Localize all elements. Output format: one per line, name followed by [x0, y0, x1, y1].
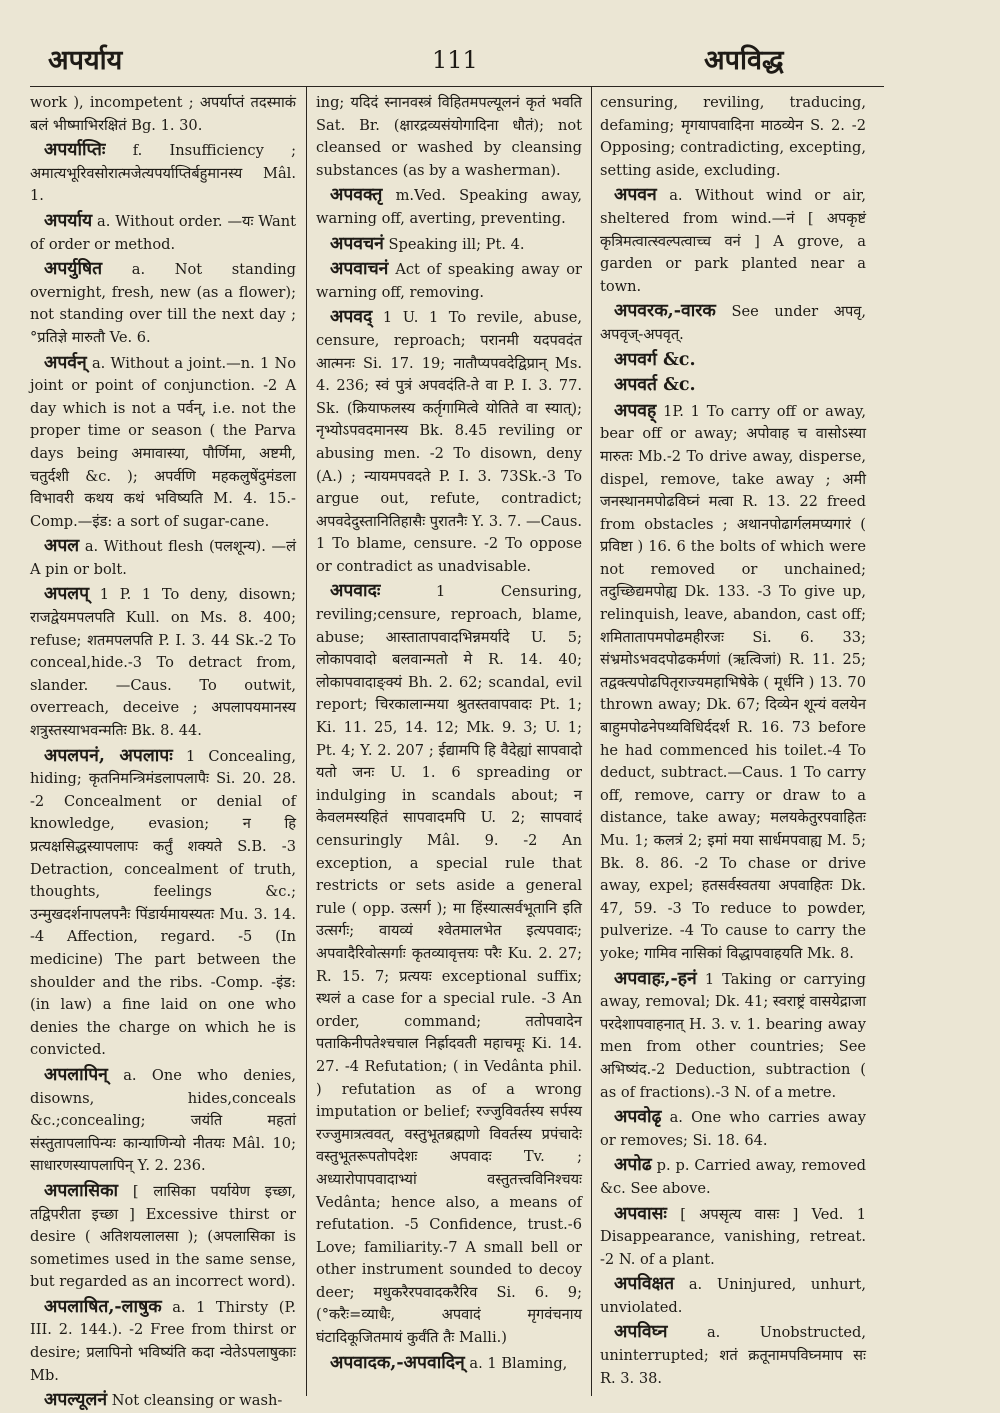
entry-headword: अपवादः	[330, 581, 381, 602]
dictionary-entry	[316, 580, 582, 1349]
dictionary-entry	[316, 1352, 582, 1376]
dictionary-entry	[30, 1180, 296, 1294]
entry-definition: Act of speaking away or warning off, removing.	[316, 261, 583, 301]
dictionary-entry	[600, 400, 866, 966]
entry-definition: Speaking ill; Pt. 4.	[388, 235, 525, 253]
entry-definition: a. Uninjured, unhurt, unviolated.	[600, 1276, 866, 1316]
entry-headword: अपलपनं, अपलापः	[44, 745, 173, 766]
entry-headword: अपल	[44, 536, 80, 557]
entry-definition: 1 Taking or carrying away, removal; Dk. 41; स्वराष्ट्रं वासयेद्राजा परदेशापवाहनात् H. 3. v. 1. bearing away men from other countries; See अभिष्यंद.-2 Deduction, subtraction ( as of fractions).-3 N. of a metre.	[600, 970, 867, 1101]
entry-headword: अपर्वन्	[44, 352, 87, 373]
dictionary-entry	[600, 968, 866, 1105]
entry-headword: अपवन	[614, 185, 657, 206]
entry-definition: a. Without flesh (पलशून्य). —लं A pin or bolt.	[30, 538, 296, 578]
entry-definition: a. 1 Blaming,	[469, 1354, 568, 1372]
left-running-headword: अपर्याय	[48, 45, 123, 76]
entry-headword: अपल्यूलनं	[44, 1390, 108, 1411]
column-divider	[306, 86, 307, 1396]
entry-headword: अपवासः	[614, 1203, 667, 1224]
entry-definition: See under अपवृ, अपवृज्-अपवृत्.	[600, 303, 866, 343]
entry-headword: अपवाचनं	[330, 259, 389, 280]
entry-definition: work ), incompetent ; अपर्याप्तं तदस्माकं बलं भीष्माभिरक्षितं Bg. 1. 30.	[30, 94, 296, 134]
dictionary-entry	[30, 92, 296, 137]
dictionary-entry	[600, 374, 866, 398]
dictionary-entry	[30, 139, 296, 208]
entry-headword: अपवद्	[330, 307, 373, 328]
dictionary-entry	[30, 210, 296, 256]
dictionary-entry	[600, 1321, 866, 1390]
entry-definition: a. One who carries away or removes; Si. 18. 64.	[600, 1109, 866, 1149]
column-middle	[316, 92, 582, 1392]
dictionary-entry	[600, 1273, 866, 1319]
dictionary-entry	[30, 583, 296, 742]
entry-definition: a. Without wind or air, sheltered from wind.—नं [ अपकृष्टं कृत्रिमत्वात्स्वल्पत्वाच्च वनं ] A grove, a garden or park planted near a town.	[600, 187, 867, 295]
dictionary-entry	[600, 92, 866, 182]
entry-headword: अपवरक,-वारक	[614, 301, 716, 322]
dictionary-entry	[600, 1203, 866, 1272]
dictionary-entry	[30, 535, 296, 581]
dictionary-entry	[30, 352, 296, 534]
dictionary-entry	[30, 258, 296, 349]
entry-headword: अपलाषित,-लाषुक	[44, 1296, 162, 1317]
dictionary-entry	[600, 1106, 866, 1152]
entry-headword: अपविघ्न	[614, 1322, 668, 1343]
entry-headword: अपर्याय	[44, 210, 93, 231]
dictionary-entry	[316, 306, 582, 578]
dictionary-entry	[30, 1064, 296, 1178]
entry-headword: अपवर्ग &c.	[614, 349, 696, 370]
entry-headword: अपवचनं	[330, 233, 384, 254]
entry-headword: अपवोढृ	[614, 1107, 662, 1128]
entry-definition: 1 Concealing, hiding; कृतनिमन्त्रिमंडलापलापैः Si. 20. 28. -2 Concealment or denial of knowledge, evasion; न हि प्रत्यक्षसिद्धस्यापलापः कर्तुं शक्यते S.B. -3 Detraction, concealment of truth, thoughts, feelings &c.; उन्मुखदर्शनापलपनैः पिंडार्यमायस्यतः Mu. 3. 14. -4 Affection, regard. -5 (In medicine) The part between the shoulder and the ribs. -Comp. -इंड: (in law) a fine laid on one who denies the charge on which he is convicted.	[30, 747, 296, 1059]
entry-headword: अपलासिका	[44, 1180, 119, 1201]
entry-headword: अपलप्	[44, 584, 90, 605]
entry-definition: 1 U. 1 To revile, abuse, censure, reproach; परानमी यदपवदंत आत्मनः Si. 17. 19; नातौप्यपवदेद्विप्रान् Ms. 4. 236; स्वं पुत्रं अपवदंति-ते वा P. I. 3. 77. Sk. (क्रियाफलस्य कर्तृगामित्वे योतिते वा स्यात्); नृभ्योऽपवदमानस्य Bk. 8.45 reviling or abusing men. -2 To disown, deny (A.) ; न्यायमपवदते P. I. 3. 73Sk.-3 To argue out, refute, contradict; अपवदेदुस्तानितिहासैः पुरातनैः Y. 3. 7. —Caus. 1 To blame, censure. -2 To oppose or contradict as unadvisable.	[316, 309, 582, 575]
entry-definition: a. One who denies, disowns, hides,conceals &c.;concealing; जयंति महतां संस्तुतापलापिन्यः कान्याणिन्यो नीतयः Mâl. 10; साधारणस्यापलापिन् Y. 2. 236.	[30, 1066, 297, 1175]
entry-headword: अपवह्	[614, 400, 657, 421]
entry-definition: [ अपसृत्य वासः ] Ved. 1 Disappearance, vanishing, retreat. -2 N. of a plant.	[600, 1205, 866, 1268]
entry-definition: a. Unobstructed, uninterrupted; शतं क्रतूनामपविघ्नमाप सः R. 3. 38.	[600, 1324, 866, 1387]
entry-definition: a. 1 Thirsty (P. III. 2. 144.). -2 Free from thirst or desire; प्रलापिनो भविष्यंति कदा न्वेतेऽपलाषुकाः Mb.	[30, 1298, 296, 1384]
entry-headword: अपोढ	[614, 1155, 652, 1176]
column-right	[600, 92, 866, 1392]
column-divider	[591, 86, 592, 1396]
dictionary-entry	[30, 1389, 296, 1413]
dictionary-entry	[316, 184, 582, 230]
dictionary-entry	[600, 1154, 866, 1200]
dictionary-entry	[316, 258, 582, 304]
entry-headword: अपवाहः,-हनं	[614, 968, 697, 989]
dictionary-entry	[316, 233, 582, 257]
entry-definition: 1P. 1 To carry off or away, bear off or away; अपोवाह च वासोऽस्या मारुतः Mb.-2 To drive away, disperse, dispel, remove, take away ; अमी जनस्थानमपोढविघ्नं मत्वा R. 13. 22 freed from obstacles ; अथानपोढार्गलमप्यगारं ( प्रविष्टा ) 16. 6 the bolts of which were not removed or unchained; तदुच्छिद्यमपोह्य Dk. 133. -3 To give up, relinquish, leave, abandon, cast off; शमितातापमपोढमहीरजः Si. 6. 33; संभ्रमोऽभवदपोढकर्मणां (ऋत्विजां) R. 11. 25; तद्वक्त्यपोढपितृराज्यमहाभिषेके ( मूर्धनि ) 13. 70 thrown away; Dk. 67; दिव्येन शून्यं वलयेन बाहुमपोढनेपथ्यविधिर्ददर्श R. 16. 73 before he had commenced his toilet.-4 To deduct, subtract.—Caus. 1 To carry off, remove, carry or draw to a distance, take away; मलयकेतुरपवाहितः Mu. 1; कलत्रं 2; इमां मया सार्धमपवाह्य M. 5; Bk. 8. 86. -2 To chase or drive away, expel; हतसर्वस्वतया अपवाहितः Dk. 47, 59. -3 To reduce to powder, pulverize. -4 To cause to carry the yoke; गामिव नासिकां विद्धापवाहयति Mk. 8.	[600, 402, 867, 962]
entry-definition: Not cleansing or wash-	[111, 1392, 283, 1410]
right-running-headword: अपविद्ध	[704, 45, 784, 76]
entry-definition: a. Without a joint.—n. 1 No joint or point of conjunction. -2 A day which is not a पर्वन्, i.e. not the proper time or season ( the Parva days being अमावास्या, पौर्णिमा, अष्टमी, चतुर्दशी &c. ); अपर्वणि महकलुषेंदुमंडला विभावरी कथय कथं भविष्यति M. 4. 15.-Comp.—इंड: a sort of sugar-cane.	[30, 354, 296, 530]
column-left	[30, 92, 297, 1411]
entry-definition: ing; यदिदं स्नानवस्त्रं विहितमपल्यूलनं कृतं भवति Sat. Br. (क्षारद्रव्यसंयोगादिना धौतं); not cleansed or washed by cleansing substances (as by a washerman).	[316, 94, 582, 179]
entry-headword: अपर्युषित	[44, 259, 103, 280]
entry-headword: अपलापिन्	[44, 1064, 108, 1085]
dictionary-entry	[600, 184, 866, 298]
entry-definition: [ लासिका पर्यायेण इच्छा, तद्विपरीता इच्छा ] Excessive thirst or desire ( अतिशयलालसा ); (अपलासिका is sometimes used in the same sense, but regarded as an incorrect word).	[30, 1182, 297, 1291]
entry-definition: 1 Censuring, reviling;censure, reproach, blame, abuse; आस्तातापवादभिन्नमर्यादे U. 5; लोकापवादो बलवान्मतो मे R. 14. 40; लोकापवादाङ्क्यं Bh. 2. 62; scandal, evil report; चिरकालान्मया श्रुतस्तवापवादः Pt. 1; Ki. 11. 25, 14. 12; Mk. 9. 3; U. 1; Pt. 4; Y. 2. 207 ; ईद्यामपि हि वैदेह्यां सापवादो यतो जनः U. 1. 6 spreading or indulging in scandals about; न केवलमस्यहितं सापवादमपि U. 2; सापवादं censuringly Mâl. 9. -2 An exception, a special rule that restricts or sets aside a general rule ( opp. उत्सर्ग ); मा हिंस्यात्सर्वभूतानि इति उत्सर्गः; वायव्यं श्वेतमालभेत इत्यपवादः; अपवादैरिवोत्सर्गाः कृतव्यावृत्तयः परैः Ku. 2. 27; R. 15. 7; प्रत्ययः exceptional suffix; स्थलं a case for a special rule. -3 An order, command; ततोपवादेन पताकिनीपतेश्चचाल निर्ह्रादवती महाचमूः Ki. 14. 27. -4 Refutation; ( in Vedânta phil. ) refutation as of a wrong imputation or belief; रज्जुविवर्तस्य सर्पस्य रज्जुमात्रत्ववत्, वस्तुभूतब्रह्मणो विवर्तस्य प्रपंचादेः वस्तुभूतरूपतोपदेशः अपवादः Tv. ; अध्यारोपापवादाभ्यां वस्तुतत्त्वविनिश्चयः Vedânta; hence also, a means of refutation. -5 Confidence, trust.-6 Love; familiarity.-7 A small bell or other instrument sounded to decoy deer; मधुकरैरपवादकरैरिव Si. 6. 9; (°करैः=व्याधैः, अपवादं मृगवंचनाय घंटादिकूजितमायं कुर्वंति तैः Malli.)	[316, 583, 582, 1347]
entry-definition: f. Insufficiency ; अमात्यभूरिवसोरात्मजेत्यपर्याप्तिर्बहुमानस्य Mâl. 1.	[30, 142, 296, 205]
entry-definition: censuring, reviling, traducing, defaming; मृगयापवादिना माठव्येन S. 2. -2 Opposing; contradicting, excepting, setting aside, excluding.	[600, 94, 866, 179]
page-number: 111	[432, 46, 478, 74]
entry-definition: p. p. Carried away, removed &c. See above.	[600, 1157, 867, 1197]
dictionary-entry	[600, 349, 866, 373]
header-rule	[30, 86, 884, 87]
page-header	[0, 40, 1000, 86]
entry-definition: m.Ved. Speaking away, warning off, averting, preventing.	[316, 187, 583, 227]
entry-headword: अपविक्षत	[614, 1274, 675, 1295]
entry-definition: a. Not standing overnight, fresh, new (as a flower); not standing over till the next day ; °प्रतिज्ञे मारुतौ Ve. 6.	[30, 261, 297, 346]
entry-headword: अपर्याप्तिः	[44, 140, 106, 161]
entry-headword: अपवक्तृ	[330, 185, 383, 206]
entry-headword: अपवादक,-अपवादिन्	[330, 1352, 465, 1373]
entry-headword: अपवर्त &c.	[614, 375, 696, 396]
entry-definition: 1 P. 1 To deny, disown; राजद्वेयमपलपति Kull. on Ms. 8. 400; refuse; शतमपलपति P. I. 3. 44 Sk.-2 To conceal,hide.-3 To detract from, slander. —Caus. To outwit, overreach, deceive ; अपलापयमानस्य शत्रुस्तस्याभवन्मतिः Bk. 8. 44.	[30, 586, 296, 740]
dictionary-entry	[316, 92, 582, 182]
entry-definition: a. Without order. —यः Want of order or method.	[30, 212, 297, 253]
dictionary-entry	[600, 300, 866, 346]
dictionary-entry	[30, 745, 296, 1062]
dictionary-entry	[30, 1296, 296, 1387]
